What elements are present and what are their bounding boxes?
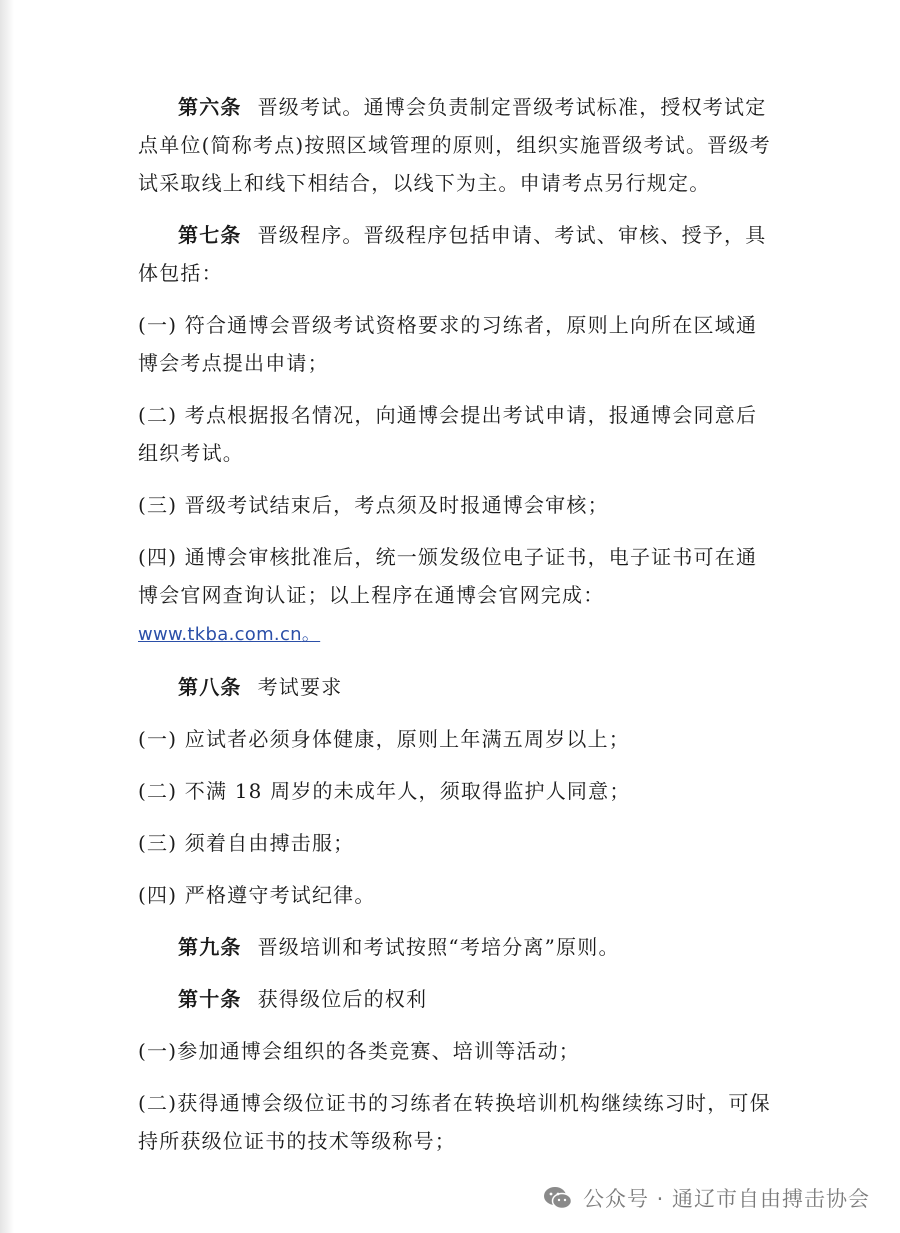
article-9	[138, 928, 778, 966]
article-8	[138, 668, 778, 706]
list-item: (二) 不满 18 周岁的未成年人，须取得监护人同意；	[138, 779, 631, 803]
article-label: 第九条	[178, 935, 242, 959]
list-item: (一) 符合通博会晋级考试资格要求的习练者，原则上向所在区域通博会考点提出申请；	[138, 313, 758, 375]
watermark-text: 公众号 · 通辽市自由搏击协会	[582, 1187, 870, 1211]
article-label: 第八条	[178, 675, 242, 699]
list-item: (三) 须着自由搏击服；	[138, 831, 355, 855]
list-item: (二) 考点根据报名情况，向通博会提出考试申请，报通博会同意后组织考试。	[138, 403, 758, 465]
article-label: 第十条	[178, 987, 242, 1011]
page-edge-shadow	[0, 0, 14, 1233]
article-text: 晋级考试。通博会负责制定晋级考试标准，授权考试定点单位(简称考点)按照区域管理的原则，组织实施晋级考试。晋级考试采取线上和线下相结合，以线下为主。申请考点另行规定。	[138, 95, 771, 195]
article-10	[138, 980, 778, 1018]
list-item: (三) 晋级考试结束后，考点须及时报通博会审核；	[138, 493, 609, 517]
article-text: 晋级培训和考试按照“考培分离”原则。	[257, 935, 620, 959]
list-item-text: (四) 通博会审核批准后，统一颁发级位电子证书，电子证书可在通博会官网查询认证；以上程序在通博会官网完成：	[138, 545, 758, 607]
list-item: (四) 严格遵守考试纪律。	[138, 883, 376, 907]
wechat-watermark	[543, 1183, 870, 1213]
article-text: 考试要求	[257, 675, 343, 699]
website-link[interactable]: www.tkba.com.cn	[138, 624, 302, 645]
wechat-icon	[543, 1185, 573, 1211]
article-label: 第七条	[178, 223, 242, 247]
link-suffix: 。	[301, 624, 321, 645]
list-item	[138, 538, 778, 654]
list-item: (二)获得通博会级位证书的习练者在转换培训机构继续练习时，可保持所获级位证书的技术等级称号；	[138, 1091, 771, 1153]
article-text: 获得级位后的权利	[257, 987, 428, 1011]
article-6	[138, 88, 778, 202]
article-7	[138, 216, 778, 292]
article-label: 第六条	[178, 95, 242, 119]
document-body	[138, 88, 778, 1174]
list-item: (一) 应试者必须身体健康，原则上年满五周岁以上；	[138, 727, 630, 751]
article-text: 晋级程序。晋级程序包括申请、考试、审核、授予，具体包括：	[138, 223, 767, 285]
list-item: (一)参加通博会组织的各类竞赛、培训等活动；	[138, 1039, 581, 1063]
